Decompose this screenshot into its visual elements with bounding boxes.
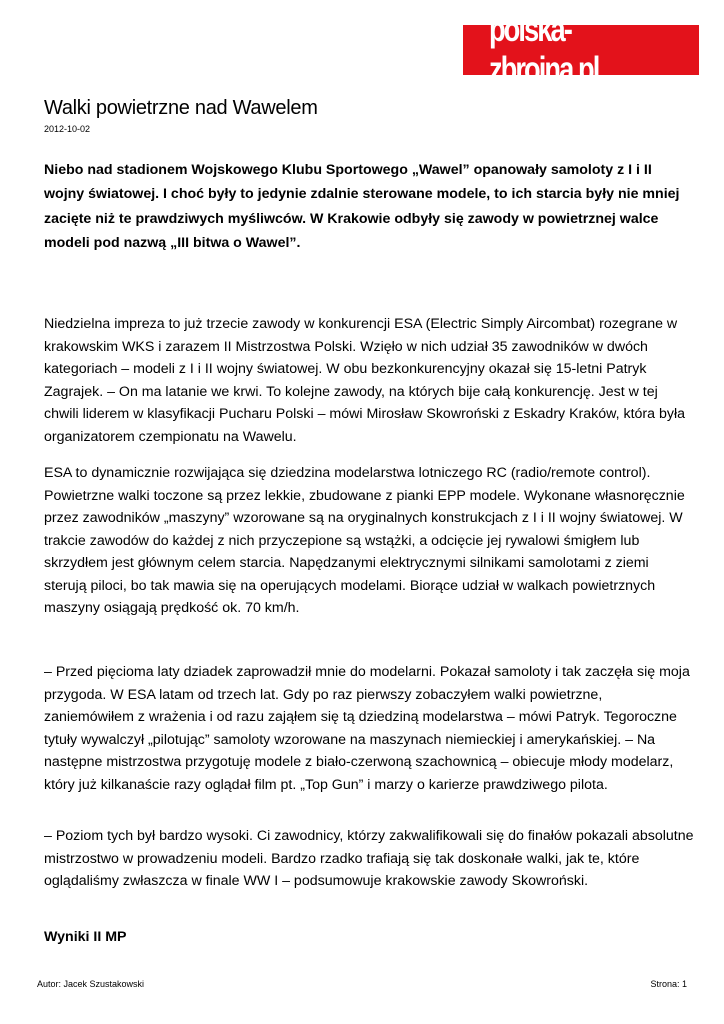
footer-page-number: Strona: 1 xyxy=(650,979,687,989)
results-heading: Wyniki II MP xyxy=(44,929,127,945)
article-paragraph-1: Niedzielna impreza to już trzecie zawody w konkurencji ESA (Electric Simply Aircombat) rozegrane w krakowskim WKS i zarazem II Mistrzostwa Polski. Wzięło w nich udział 35 zawodników w dwóch kategoriach – modeli z I i II wojny światowej. W obu bezkonkurencyjny okazał się 15-letni Patryk Zagrajek. – On ma latanie we krwi. To kolejne zawody, na których bije całą konkurencję. Jest w tej chwili liderem w klasyfikacji Pucharu Polski – mówi Mirosław Skowroński z Eskadry Kraków, która była organizatorem czempionatu na Wawelu. xyxy=(44,316,685,445)
site-logo xyxy=(463,10,699,89)
article-paragraph-4: – Poziom tych był bardzo wysoki. Ci zawodnicy, którzy zakwalifikowali się do finałów pokazali absolutne mistrzostwo w prowadzeniu modeli. Bardzo rzadko trafiają się tak doskonałe walki, jak te, które oglądaliśmy zwłaszcza w finale WW I – podsumowuje krakowskie zawody Skowroński. xyxy=(44,828,694,889)
article-paragraph-3: – Przed pięcioma laty dziadek zaprowadził mnie do modelarni. Pokazał samoloty i tak zaczęła się moja przygoda. W ESA latam od trzech lat. Gdy po raz pierwszy zobaczyłem walki powietrzne, zaniemówiłem z wrażenia i od razu zająłem się tą dziedziną modelarstwa – mówi Patryk. Tegoroczne tytuły wywalczył „pilotując” samoloty wzorowane na maszynach niemieckiej i amerykańskiej. – Na następne mistrzostwa przygotuję modele z biało-czerwoną szachownicą – obiecuje młody modelarz, który już kilkanaście razy oglądał film pt. „Top Gun” i marzy o karierze prawdziwego pilota. xyxy=(44,664,690,793)
article-title: Walki powietrzne nad Wawelem xyxy=(44,97,318,119)
site-logo-text: polska-zbrojna.pl xyxy=(488,10,599,89)
article-paragraph-2: ESA to dynamicznie rozwijająca się dziedzina modelarstwa lotniczego RC (radio/remote control). Powietrzne walki toczone są przez lekkie, zbudowane z pianki EPP modele. Wykonane własnoręcznie przez zawodników „maszyny” wzorowane są na oryginalnych konstrukcjach z I i II wojny światowej. W trakcie zawodów do każdej z nich przyczepione są wstążki, a odcięcie jej rywalowi śmigłem lub skrzydłem jest głównym celem starcia. Napędzanymi elektrycznymi silnikami samolotami z ziemi sterują piloci, bo tak mawia się na operujących modelami. Biorące udział w walkach powietrznych maszyny osiągają prędkość ok. 70 km/h. xyxy=(44,465,685,616)
footer-author: Autor: Jacek Szustakowski xyxy=(37,979,145,989)
article-lead: Niebo nad stadionem Wojskowego Klubu Sportowego „Wawel” opanowały samoloty z I i II wojny światowej. I choć były to jedynie zdalnie sterowane modele, to ich starcia były nie mniej zacięte niż te prawdziwych myśliwców. W Krakowie odbyły się zawody w powietrznej walce modeli pod nazwą „III bitwa o Wawel”. xyxy=(44,162,680,251)
article-date: 2012-10-02 xyxy=(44,124,91,134)
